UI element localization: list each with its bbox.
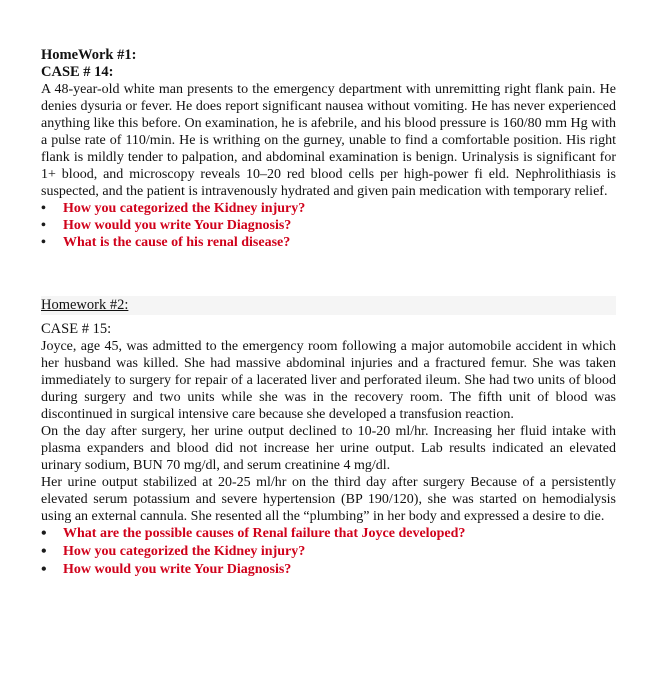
case-14-title: CASE # 14: (41, 64, 114, 80)
question-item (41, 561, 616, 579)
homework-2-section (41, 296, 616, 579)
question-text: What is the cause of his renal disease? (63, 235, 291, 250)
case-14-paragraph: A 48-year-old white man presents to the emergency department with unremitting right flank pain. He denies dysuria or fever. He does report significant nausea without vomiting. He has never experienced anything like this before. On examination, he is afebrile, and his blood pressure is 160/80 mm Hg with a pulse rate of 110/min. He is writhing on the gurney, unable to find a comfortable position. His right flank is mildly tender to palpation, and abdominal examination is benign. Urinalysis is significant for 1+ blood, and microscopy reveals 10–20 red blood cells per high-power fi eld. Nephrolithiasis is suspected, and the patient is intravenously hydrated and given pain medication with temporary relief. (41, 82, 616, 199)
question-item (41, 234, 616, 251)
homework-2-title-text: Homework #2: (41, 297, 129, 313)
question-text: How would you write Your Diagnosis? (63, 562, 292, 577)
homework-1-title: HomeWork #1: (41, 47, 137, 63)
bullet-icon: • (41, 561, 47, 578)
question-text: How would you write Your Diagnosis? (63, 218, 292, 233)
question-item (41, 200, 616, 217)
case-15-title: CASE # 15: (41, 321, 112, 337)
question-text: How you categorized the Kidney injury? (63, 544, 306, 559)
homework-1-questions (41, 200, 616, 251)
bullet-icon: • (41, 543, 47, 560)
question-item (41, 543, 616, 561)
bullet-icon: • (41, 201, 46, 216)
question-text: What are the possible causes of Renal failure that Joyce developed? (63, 526, 466, 541)
bullet-icon: • (41, 235, 46, 250)
case-15-paragraph-1: Joyce, age 45, was admitted to the emergency room following a major automobile accident in which her husband was killed. She had massive abdominal injuries and a fractured femur. She was taken immediately to surgery for repair of a lacerated liver and perforated ileum. She had two units of blood during surgery and two units while she was in the recovery room. The fifth unit of blood was discontinued in surgical intensive care because she developed a transfusion reaction. (41, 339, 616, 422)
bullet-icon: • (41, 218, 46, 233)
bullet-icon: • (41, 525, 47, 542)
question-text: How you categorized the Kidney injury? (63, 201, 306, 216)
homework-2-questions (41, 525, 616, 579)
question-item (41, 217, 616, 234)
homework-1-section (41, 47, 616, 251)
homework-2-title (41, 296, 616, 315)
case-15-paragraph-3: Her urine output stabilized at 20-25 ml/hr on the third day after surgery Because of a persistently elevated serum potassium and severe hypertension (BP 190/120), she was started on hemodialysis using an external cannula. She resented all the “plumbing” in her body and expressed a desire to die. (41, 475, 616, 524)
case-15-paragraph-2: On the day after surgery, her urine output declined to 10-20 ml/hr. Increasing her fluid intake with plasma expanders and blood did not increase her urine output. Lab results indicated an elevated urinary sodium, BUN 70 mg/dl, and serum creatinine 4 mg/dl. (41, 424, 616, 473)
question-item (41, 525, 616, 543)
